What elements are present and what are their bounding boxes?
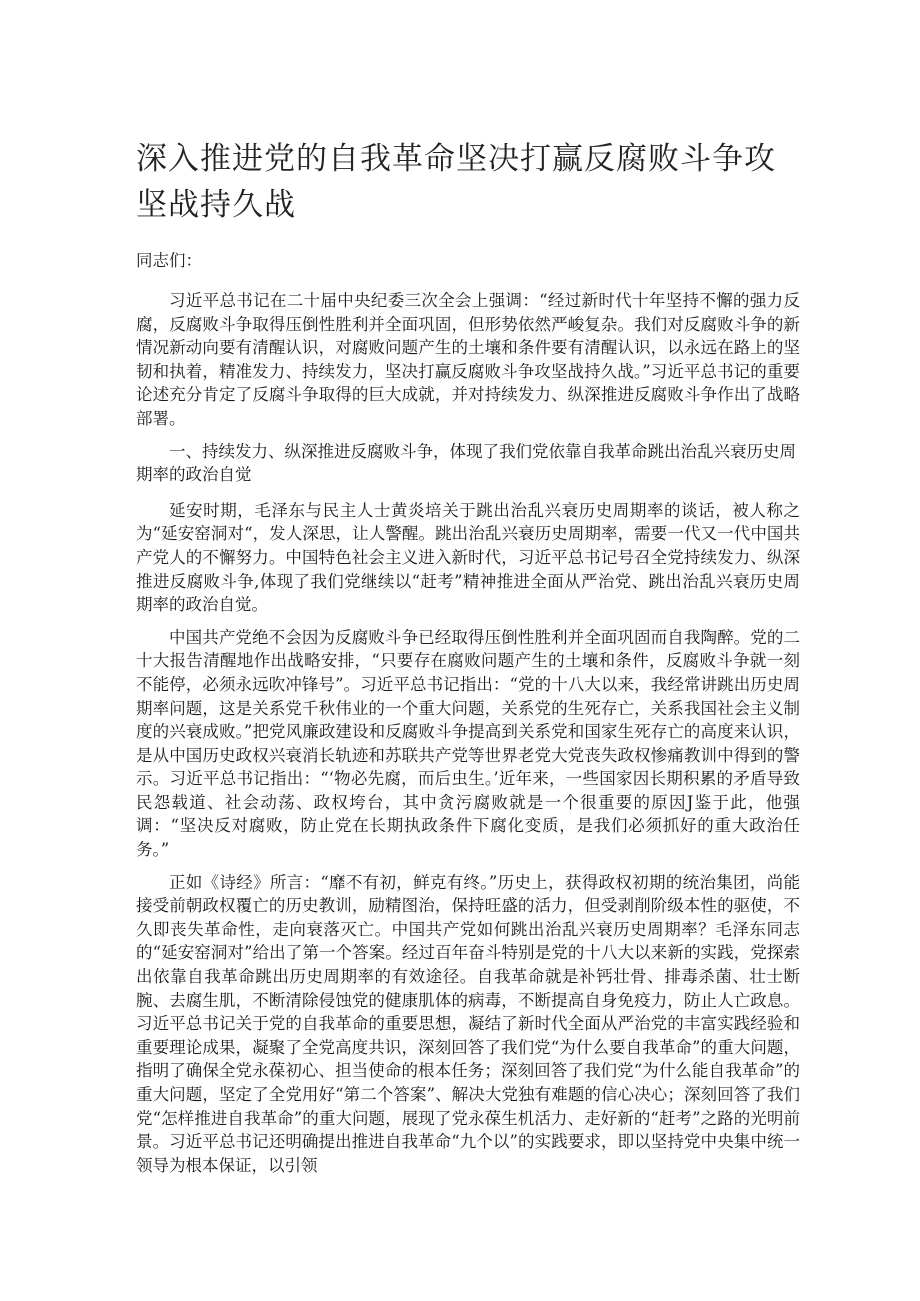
salutation: 同志们： <box>136 251 202 270</box>
document-title: 深入推进党的自我革命坚决打赢反腐败斗争攻坚战持久战 <box>136 141 776 223</box>
section-heading-1: 一、持续发力、纵深推进反腐败斗争，体现了我们党依靠自我革命跳出治乱兴衰历史周期率的政治自觉 <box>136 441 796 485</box>
paragraph-intro: 习近平总书记在二十届中央纪委三次全会上强调：“经过新时代十年坚持不懈的强力反腐，反腐败斗争取得压倒性胜利并全面巩固，但形势依然严峻复杂。我们对反腐败斗争的新情况新动向要有清醒认识，对腐败问题产生的土壤和条件要有清醒认识，以永远在路上的坚韧和执着，精准发力、持续发力，坚决打赢反腐败斗争攻坚战持久战。”习近平总书记的重要论述充分肯定了反腐斗争取得的巨大成就，并对持续发力、纵深推进反腐败斗争作出了战略部署。 <box>136 291 800 428</box>
paragraph-yanan: 延安时期，毛泽东与民主人士黄炎培关于跳出治乱兴衰历史周期率的谈话，被人称之为“延安窑洞对“，发人深思，让人警醒。跳出治乱兴衰历史周期率，需要一代又一代中国共产党人的不懈努力。中国特色社会主义进入新时代，习近平总书记号召全党持续发力、纵深推进反腐败斗争,体现了我们党继续以“赶考”精神推进全面从严治党、跳出治乱兴衰历史周期率的政治自觉。 <box>136 500 800 615</box>
paragraph-party: 中国共产党绝不会因为反腐败斗争已经取得压倒性胜利并全面巩固而自我陶醉。党的二十大报告清醒地作出战略安排，“只要存在腐败问题产生的土壤和条件，反腐败斗争就一刻不能停，必须永远吹冲锋号”。习近平总书记指出：“党的十八大以来，我经常讲跳出历史周期率问题，这是关系党千秋伟业的一个重大问题，关系党的生死存亡，关系我国社会主义制度的兴衰成败。”把党风廉政建设和反腐败斗争提高到关系党和国家生死存亡的高度来认识，是从中国历史政权兴衰消长轨迹和苏联共产党等世界老党大党丧失政权惨痛教训中得到的警示。习近平总书记指出：“‘物必先腐，而后虫生。’近年来，一些国家因长期积累的矛盾导致民怨载道、社会动荡、政权垮台，其中贪污腐败就是一个很重要的原因J鉴于此，他强调：“坚决反对腐败，防止党在长期执政条件下腐化变质，是我们必须抓好的重大政治任务。” <box>136 627 800 860</box>
paragraph-shijing: 正如《诗经》所言：“靡不有初，鲜克有终。”历史上，获得政权初期的统治集团，尚能接受前朝政权覆亡的历史教训，励精图治，保持旺盛的活力，但受剥削阶级本性的驱使，不久即丧失革命性，走向衰落灭亡。中国共产党如何跳出治乱兴衰历史周期率？毛泽东同志的“延安窑洞对”给出了第一个答案。经过百年奋斗特别是党的十八大以来新的实践，党探索出依靠自我革命跳出历史周期率的有效途径。自我革命就是补钙壮骨、排毒杀菌、壮士断腕、去腐生肌，不断清除侵蚀党的健康肌体的病毒，不断提高自身免疫力，防止人亡政息。习近平总书记关于党的自我革命的重要思想，凝结了新时代全面从严治党的丰富实践经验和重要理论成果，凝聚了全党高度共识，深刻回答了我们党“为什么要自我革命”的重大问题，指明了确保全党永葆初心、担当使命的根本任务；深刻回答了我们党“为什么能自我革命”的重大问题，坚定了全党用好“第二个答案”、解决大党独有难题的信心决心；深刻回答了我们党“怎样推进自我革命”的重大问题，展现了党永葆生机活力、走好新的“赶考”之路的光明前景。习近平总书记还明确提出推进自我革命“九个以”的实践要求，即以坚持党中央集中统一领导为根本保证，以引领 <box>136 872 800 1175</box>
